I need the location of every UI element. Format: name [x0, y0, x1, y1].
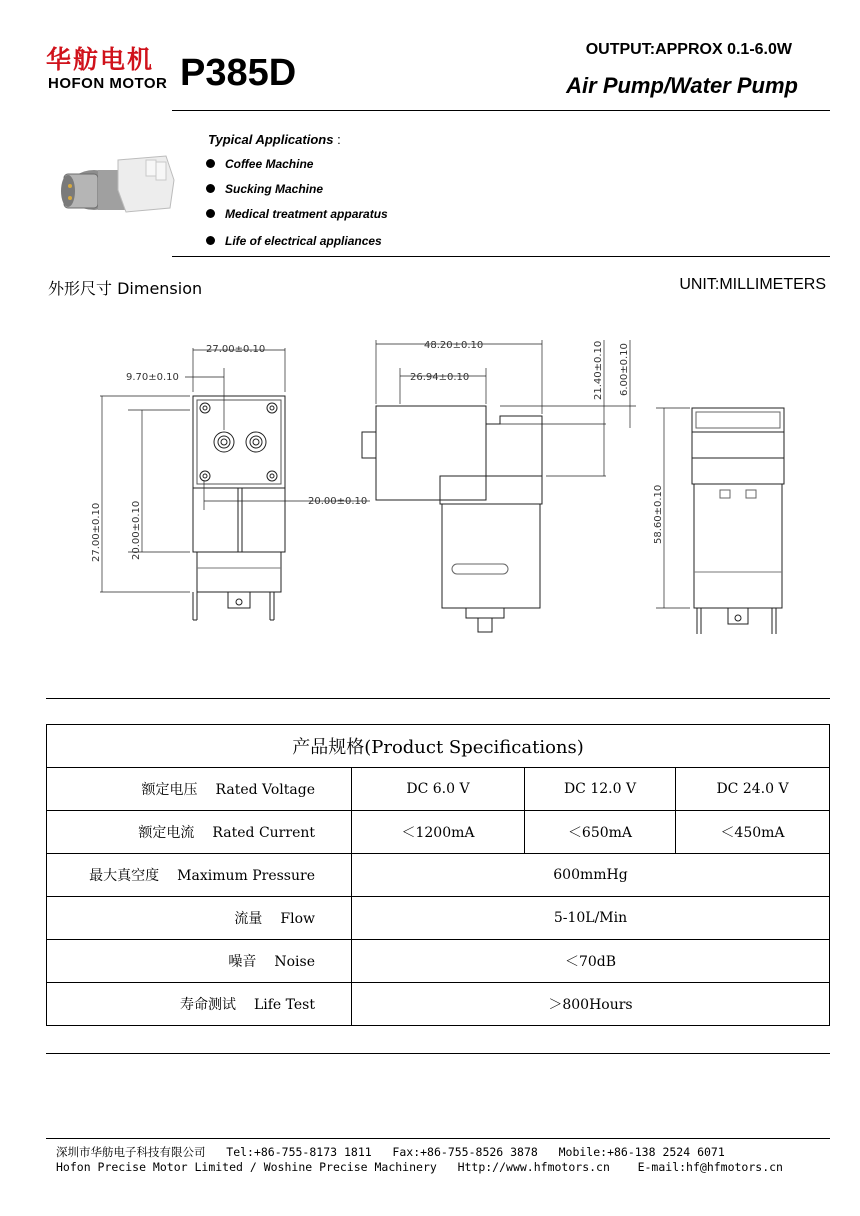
table-row: [47, 854, 830, 897]
application-item: Coffee Machine: [206, 157, 313, 171]
dim-label: 58.60±0.10: [653, 484, 664, 544]
applications-title: Typical Applications :: [208, 132, 341, 147]
application-item: Life of electrical appliances: [206, 234, 382, 248]
spec-value: ＜70dB: [352, 940, 830, 983]
footer-company: Hofon Precise Motor Limited / Woshine Precise Machinery Http://www.hfmotors.cn E-mail:hf@hfmotors.cn: [56, 1160, 783, 1174]
spec-label: 寿命测试 Life Test: [47, 983, 352, 1026]
bullet-icon: [206, 184, 215, 193]
spec-label: 额定电流 Rated Current: [47, 811, 352, 854]
dimension-title: 外形尺寸 Dimension: [48, 279, 203, 298]
drawing-divider: [46, 698, 830, 699]
spec-value: ＜1200mA: [352, 811, 525, 854]
spec-title: 产品规格(Product Specifications): [47, 725, 830, 768]
output-power: OUTPUT:APPROX 0.1-6.0W: [585, 41, 792, 58]
spec-value: DC 6.0 V: [352, 768, 525, 811]
bullet-icon: [206, 159, 215, 168]
dim-label: 20.00±0.10: [308, 496, 368, 507]
spec-value: ＞800Hours: [352, 983, 830, 1026]
spec-value: DC 12.0 V: [525, 768, 676, 811]
dim-label: 27.00±0.10: [91, 502, 102, 562]
table-row: [47, 940, 830, 983]
footer-divider: [46, 1138, 830, 1139]
dim-label: 27.00±0.10: [206, 344, 266, 355]
spec-value: DC 24.0 V: [676, 768, 830, 811]
dim-label: 21.40±0.10: [593, 340, 604, 400]
application-item: Medical treatment apparatus: [206, 207, 388, 221]
table-row: [47, 983, 830, 1026]
dim-label: 20.00±0.10: [131, 500, 142, 560]
spec-label: 流量 Flow: [47, 897, 352, 940]
front-view: [100, 348, 370, 620]
dim-label: 26.94±0.10: [410, 372, 470, 383]
table-row: [47, 897, 830, 940]
brand-logo-cn: 华舫电机: [46, 45, 155, 74]
unit-label: UNIT:MILLIMETERS: [679, 276, 826, 293]
dimension-drawing: [0, 320, 860, 660]
spec-value: ＜650mA: [525, 811, 676, 854]
product-type: Air Pump/Water Pump: [566, 73, 798, 98]
application-item: Sucking Machine: [206, 182, 323, 196]
spec-table: [46, 724, 830, 1026]
model-number: P385D: [180, 52, 297, 94]
rear-view: [656, 408, 784, 634]
product-photo: [52, 150, 182, 230]
header-divider: [172, 110, 830, 111]
table-row: [47, 768, 830, 811]
spec-value: ＜450mA: [676, 811, 830, 854]
bullet-icon: [206, 236, 215, 245]
dim-label: 48.20±0.10: [424, 340, 484, 351]
dim-label: 9.70±0.10: [126, 372, 179, 383]
footer-contact: 深圳市华舫电子科技有限公司 Tel:+86-755-8173 1811 Fax:+86-755-8526 3878 Mobile:+86-138 2524 6071: [56, 1145, 725, 1159]
apps-divider: [172, 256, 830, 257]
spec-label: 额定电压 Rated Voltage: [47, 768, 352, 811]
table-row: [47, 811, 830, 854]
spec-value: 5-10L/Min: [352, 897, 830, 940]
table-divider: [46, 1053, 830, 1054]
spec-label: 最大真空度 Maximum Pressure: [47, 854, 352, 897]
table-row: [47, 725, 830, 768]
brand-logo-en: HOFON MOTOR: [48, 75, 168, 92]
bullet-icon: [206, 209, 215, 218]
spec-value: 600mmHg: [352, 854, 830, 897]
spec-label: 噪音 Noise: [47, 940, 352, 983]
dim-label: 6.00±0.10: [619, 343, 630, 396]
